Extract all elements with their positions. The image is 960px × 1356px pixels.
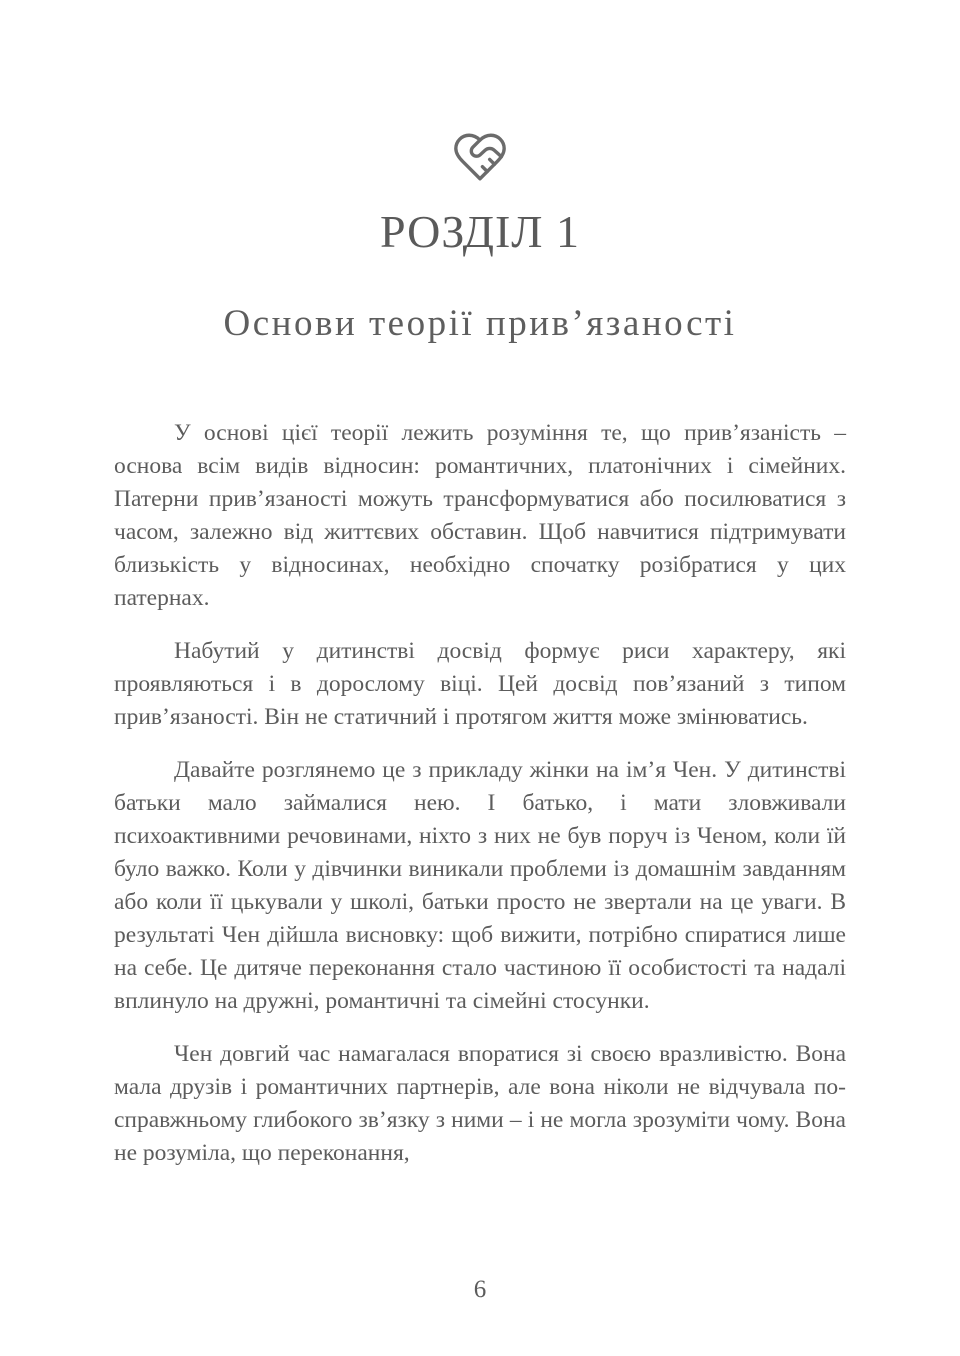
- page-number: 6: [473, 1276, 487, 1303]
- paragraph-4: Чен довгий час намагалася впоратися зі своєю вразливістю. Вона мала друзів і романтичних партнерів, але вона ніколи не відчувала по-справжньому глибокого зв’язку з ними – і не могла зрозуміти чому. Вона не розуміла, що переконання,: [114, 1041, 846, 1166]
- body-text: [114, 417, 846, 1170]
- paragraph-3: Давайте розглянемо це з прикладу жінки на ім’я Чен. У дитинстві батьки мало займалися нею. І батько, і мати зловживали психоактивними речовинами, ніхто з них не був поруч із Ченом, коли їй було важко. Коли у дівчинки виникали проблеми із домашнім завданням або коли її цькували у школі, батьки просто не звертали на це уваги. В результаті Чен дійшла висновку: щоб вижити, потрібно спиратися лише на себе. Це дитяче переконання стало частиною її особистості та надалі вплинуло на дружні, романтичні та сімейні стосунки.: [114, 757, 846, 1014]
- chapter-label: РОЗДІЛ 1: [380, 206, 580, 257]
- chapter-title: Основи теорії прив’язаності: [223, 303, 737, 344]
- paragraph-1: У основі цієї теорії лежить розуміння те, що прив’язаність – основа всім видів відносин: романтичних, платонічних і сімейних. Патерни прив’язаності можуть трансформуватися або посилюватися з часом, залежно від життєвих обставин. Щоб навчитися підтримувати близькість у відносинах, необхідно спочатку розібратися у цих патернах.: [114, 420, 846, 611]
- heart-handshake-icon: [114, 0, 846, 191]
- paragraph-2: Набутий у дитинстві досвід формує риси характеру, які проявляються і в дорослому віці. Цей досвід пов’язаний з типом прив’язаності. Він не статичний і протягом життя може змінюватись.: [114, 638, 846, 730]
